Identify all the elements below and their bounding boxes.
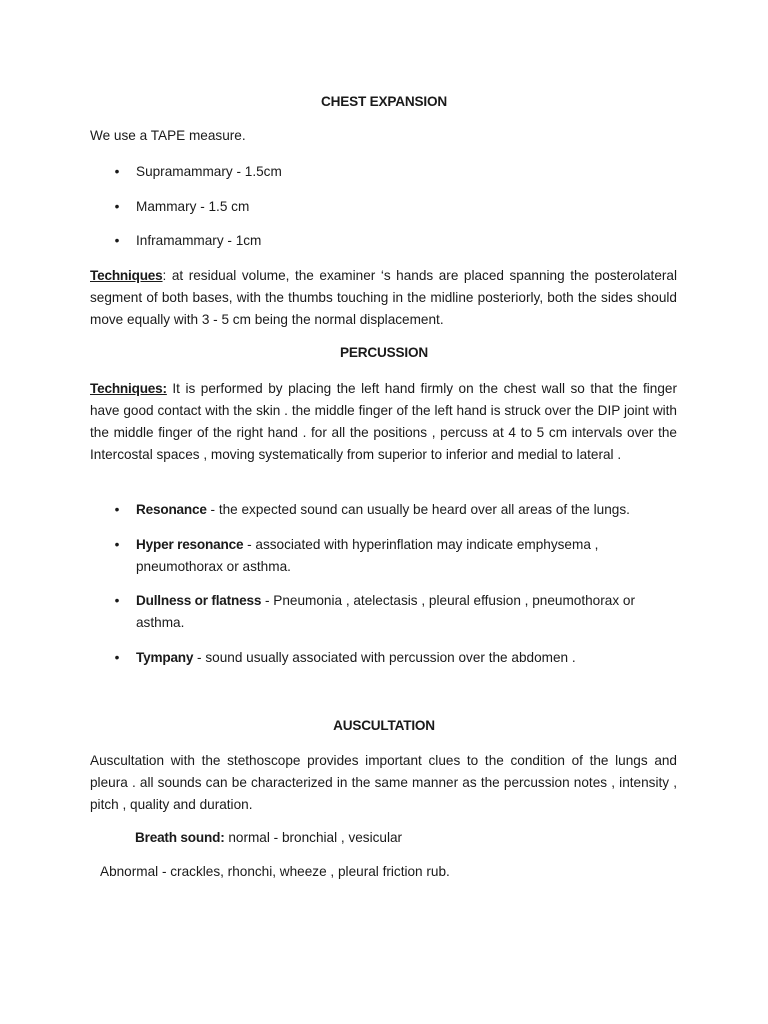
breath-sound-line [135,830,402,845]
bullet-icon: • [114,593,120,608]
list-item-term: Tympany [136,650,194,665]
breath-sound-label: Breath sound: [135,830,225,845]
bullet-icon: • [114,537,120,552]
list-item-text: Mammary - 1.5 cm [136,199,250,214]
list-item-term: Hyper resonance [136,537,244,552]
heading-auscultation: AUSCULTATION [333,718,435,733]
bullet-icon: • [114,233,120,248]
heading-chest-expansion: CHEST EXPANSION [321,94,447,109]
list-item-text: Inframammary - 1cm [136,233,262,248]
abnormal-sounds-line: Abnormal - crackles, rhonchi, wheeze , pleural friction rub. [100,864,450,879]
list-item-term: Dullness or flatness [136,593,262,608]
list-item-text [136,647,656,669]
list-item-text [136,590,646,634]
breath-sound-text: normal - bronchial , vesicular [224,830,403,845]
technique-colon: : [162,268,167,283]
bullet-icon: • [114,164,120,179]
heading-percussion: PERCUSSION [340,345,428,360]
auscultation-paragraph: Auscultation with the stethoscope provides important clues to the condition of the lungs and pleura . all sounds can be characterized in the same manner as the percussion notes , intensity , pitch , quality and duration. [90,753,677,812]
technique-text: at residual volume, the examiner ‘s hands are placed spanning the posterolateral segment of both bases, with the thumbs touching in the midline posteriorly, both the sides should move equally with 3 - 5 cm being the normal displacement. [90,268,677,327]
chest-expansion-technique-paragraph [90,265,677,331]
technique-label: Techniques: [90,381,167,396]
tape-measure-intro: We use a TAPE measure. [90,128,246,143]
bullet-icon: • [114,502,120,517]
list-item-text [136,534,616,578]
list-item-description: - associated with hyperinflation may indicate emphysema , pneumothorax or asthma. [136,537,599,574]
list-item-text [136,499,656,521]
list-item-description: - sound usually associated with percussion over the abdomen . [193,650,576,665]
technique-label: Techniques [90,268,163,283]
list-item-description: - Pneumonia , atelectasis , pleural effusion , pneumothorax or asthma. [136,593,635,630]
bullet-icon: • [114,199,120,214]
list-item-text: Supramammary - 1.5cm [136,164,282,179]
bullet-icon: • [114,650,120,665]
percussion-technique-paragraph [90,378,677,466]
list-item-term: Resonance [136,502,207,517]
technique-text: It is performed by placing the left hand firmly on the chest wall so that the finger have good contact with the skin . the middle finger of the left hand is struck over the DIP joint with the middle finger of the right hand . for all the positions , percuss at 4 to 5 cm intervals over the Intercostal spaces , moving systematically from superior to inferior and medial to lateral . [90,381,677,462]
list-item-description: - the expected sound can usually be heard over all areas of the lungs. [206,502,630,517]
